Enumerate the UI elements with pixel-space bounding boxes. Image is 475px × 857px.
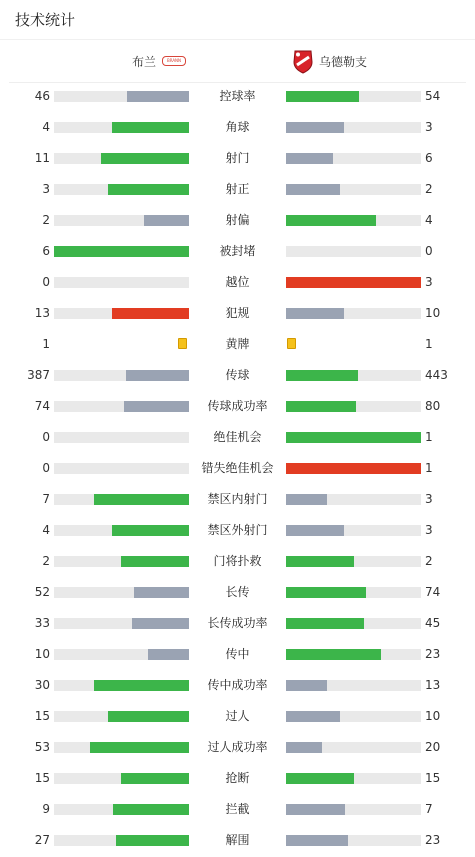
stat-label: 犯规 <box>225 306 250 320</box>
home-value: 53 <box>34 740 50 754</box>
home-value: 27 <box>34 833 50 847</box>
away-bar-track <box>286 680 421 691</box>
away-value: 74 <box>425 585 441 599</box>
stat-row <box>0 236 475 267</box>
home-bar-fill <box>108 184 189 195</box>
away-bar-track <box>286 122 421 133</box>
home-value: 52 <box>34 585 50 599</box>
away-bar-track <box>286 215 421 226</box>
teams-bar <box>9 40 466 83</box>
stat-row <box>0 453 475 484</box>
stat-label: 抢断 <box>225 771 250 785</box>
away-bar-fill <box>286 122 344 133</box>
stat-label: 禁区外射门 <box>207 523 268 537</box>
stat-label: 长传 <box>225 585 250 599</box>
home-bar-track <box>54 835 189 846</box>
away-value: 20 <box>425 740 441 754</box>
home-value: 74 <box>34 399 50 413</box>
home-bar-track <box>54 463 189 474</box>
home-bar-track <box>54 525 189 536</box>
stat-label: 解围 <box>225 833 250 847</box>
stat-row <box>0 267 475 298</box>
home-bar-track <box>54 184 189 195</box>
away-bar-track <box>286 742 421 753</box>
home-bar-fill <box>116 835 189 846</box>
home-bar-fill <box>54 246 189 257</box>
home-bar-fill <box>132 618 189 629</box>
away-bar-track <box>286 587 421 598</box>
home-bar-track <box>54 494 189 505</box>
stat-label: 过人 <box>225 709 250 723</box>
away-value: 2 <box>425 554 433 568</box>
stat-label: 传球 <box>225 368 250 382</box>
away-value: 443 <box>425 368 448 382</box>
home-bar-fill <box>121 773 189 784</box>
home-value: 0 <box>42 275 50 289</box>
stat-row <box>0 639 475 670</box>
away-value: 54 <box>425 89 441 103</box>
home-value: 10 <box>34 647 50 661</box>
stat-label: 控球率 <box>219 89 256 103</box>
stat-row <box>0 701 475 732</box>
away-value: 2 <box>425 182 433 196</box>
home-value: 13 <box>34 306 50 320</box>
home-value: 2 <box>42 554 50 568</box>
home-bar-fill <box>112 525 189 536</box>
stat-row <box>0 81 475 112</box>
away-bar-track <box>286 494 421 505</box>
away-bar-track <box>286 835 421 846</box>
away-bar-fill <box>286 215 376 226</box>
stat-label: 门将扑救 <box>213 554 262 568</box>
stat-label: 传球成功率 <box>207 399 268 413</box>
away-value: 1 <box>425 337 433 351</box>
home-bar-track <box>54 804 189 815</box>
away-bar-track <box>286 649 421 660</box>
away-value: 3 <box>425 275 433 289</box>
stat-row <box>0 546 475 577</box>
away-bar-fill <box>286 494 327 505</box>
home-bar-track <box>54 215 189 226</box>
away-team-logo-icon <box>291 48 315 74</box>
away-bar-fill <box>286 618 364 629</box>
stat-label: 错失绝佳机会 <box>201 461 274 475</box>
away-bar-fill <box>286 742 322 753</box>
home-bar-track <box>54 308 189 319</box>
stat-row <box>0 298 475 329</box>
away-value: 10 <box>425 709 441 723</box>
home-yellow-card-icon <box>178 338 187 349</box>
home-bar-track <box>54 587 189 598</box>
stats-list <box>0 81 475 856</box>
home-value: 46 <box>34 89 50 103</box>
away-bar-track <box>286 525 421 536</box>
stat-row <box>0 174 475 205</box>
home-bar-track <box>54 618 189 629</box>
away-value: 15 <box>425 771 441 785</box>
stat-label: 越位 <box>225 275 250 289</box>
stat-label: 绝佳机会 <box>213 430 262 444</box>
home-bar-fill <box>126 370 189 381</box>
stat-row <box>0 360 475 391</box>
home-bar-fill <box>101 153 189 164</box>
away-bar-track <box>286 153 421 164</box>
away-value: 4 <box>425 213 433 227</box>
away-bar-fill <box>286 91 359 102</box>
home-value: 6 <box>42 244 50 258</box>
home-value: 4 <box>42 523 50 537</box>
stat-row <box>0 112 475 143</box>
home-bar-fill <box>148 649 189 660</box>
stat-row <box>0 825 475 856</box>
away-value: 3 <box>425 120 433 134</box>
home-value: 30 <box>34 678 50 692</box>
home-bar-track <box>54 773 189 784</box>
away-bar-track <box>286 432 421 443</box>
home-value: 15 <box>34 709 50 723</box>
away-bar-fill <box>286 587 366 598</box>
home-bar-track <box>54 742 189 753</box>
stat-label: 射门 <box>225 151 250 165</box>
home-bar-track <box>54 122 189 133</box>
away-bar-track <box>286 184 421 195</box>
away-bar-track <box>286 556 421 567</box>
away-bar-fill <box>286 184 340 195</box>
stat-row <box>0 794 475 825</box>
stat-row <box>0 205 475 236</box>
stat-label: 长传成功率 <box>207 616 268 630</box>
home-value: 387 <box>27 368 50 382</box>
home-bar-fill <box>90 742 189 753</box>
away-yellow-card-icon <box>287 338 296 349</box>
stat-row <box>0 329 475 360</box>
stat-row <box>0 732 475 763</box>
away-value: 13 <box>425 678 441 692</box>
home-bar-track <box>54 246 189 257</box>
stats-header <box>0 0 475 40</box>
home-bar-track <box>54 277 189 288</box>
away-bar-track <box>286 370 421 381</box>
home-bar-fill <box>112 308 189 319</box>
home-bar-fill <box>112 122 189 133</box>
away-value: 10 <box>425 306 441 320</box>
home-bar-track <box>54 680 189 691</box>
home-bar-track <box>54 401 189 412</box>
stat-row <box>0 670 475 701</box>
away-bar-fill <box>286 711 340 722</box>
stat-row <box>0 763 475 794</box>
stat-label: 禁区内射门 <box>207 492 268 506</box>
away-team[interactable] <box>291 40 367 82</box>
stat-row <box>0 515 475 546</box>
away-bar-track <box>286 91 421 102</box>
away-bar-fill <box>286 804 345 815</box>
stat-label: 过人成功率 <box>207 740 268 754</box>
home-bar-fill <box>121 556 189 567</box>
home-value: 0 <box>42 430 50 444</box>
away-bar-fill <box>286 153 333 164</box>
away-bar-track <box>286 711 421 722</box>
home-bar-track <box>54 153 189 164</box>
away-bar-fill <box>286 835 348 846</box>
away-bar-track <box>286 246 421 257</box>
away-bar-fill <box>286 680 327 691</box>
away-value: 3 <box>425 492 433 506</box>
away-value: 7 <box>425 802 433 816</box>
away-value: 6 <box>425 151 433 165</box>
home-bar-track <box>54 556 189 567</box>
home-value: 1 <box>42 337 50 351</box>
stat-row <box>0 484 475 515</box>
stat-row <box>0 422 475 453</box>
away-bar-fill <box>286 773 354 784</box>
home-bar-fill <box>124 401 189 412</box>
away-value: 80 <box>425 399 441 413</box>
home-bar-track <box>54 432 189 443</box>
away-team-name: 乌德勒支 <box>319 54 368 69</box>
away-bar-fill <box>286 401 356 412</box>
stat-label: 被封堵 <box>219 244 256 258</box>
home-bar-fill <box>94 494 189 505</box>
away-bar-track <box>286 401 421 412</box>
away-bar-track <box>286 308 421 319</box>
away-bar-fill <box>286 308 344 319</box>
home-team-logo-text: BRANN <box>166 58 182 63</box>
stat-row <box>0 391 475 422</box>
home-bar-track <box>54 91 189 102</box>
away-bar-track <box>286 804 421 815</box>
stat-label: 黄牌 <box>225 337 250 351</box>
stat-row <box>0 608 475 639</box>
stat-label: 射偏 <box>225 213 250 227</box>
stat-label: 射正 <box>225 182 250 196</box>
home-team-logo-icon <box>162 56 186 66</box>
home-bar-fill <box>108 711 189 722</box>
home-value: 11 <box>34 151 50 165</box>
home-bar-track <box>54 649 189 660</box>
away-bar-fill <box>286 525 344 536</box>
home-value: 33 <box>34 616 50 630</box>
away-bar-track <box>286 618 421 629</box>
home-value: 2 <box>42 213 50 227</box>
home-team-name: 布兰 <box>131 54 156 69</box>
stat-row <box>0 577 475 608</box>
home-value: 0 <box>42 461 50 475</box>
away-bar-fill <box>286 463 421 474</box>
away-value: 3 <box>425 523 433 537</box>
away-value: 45 <box>425 616 441 630</box>
home-bar-track <box>54 370 189 381</box>
home-bar-fill <box>113 804 189 815</box>
home-value: 15 <box>34 771 50 785</box>
away-value: 23 <box>425 833 441 847</box>
home-bar-fill <box>144 215 189 226</box>
stat-row <box>0 143 475 174</box>
home-bar-fill <box>134 587 189 598</box>
away-value: 1 <box>425 430 433 444</box>
away-bar-fill <box>286 277 421 288</box>
page-title: 技术统计 <box>15 11 76 29</box>
away-value: 0 <box>425 244 433 258</box>
away-bar-fill <box>286 556 354 567</box>
home-bar-track <box>54 711 189 722</box>
away-bar-track <box>286 463 421 474</box>
away-bar-track <box>286 277 421 288</box>
stat-label: 角球 <box>225 120 250 134</box>
away-bar-fill <box>286 649 381 660</box>
away-bar-fill <box>286 432 421 443</box>
stat-label: 拦截 <box>225 802 250 816</box>
home-value: 9 <box>42 802 50 816</box>
away-bar-track <box>286 773 421 784</box>
away-bar-fill <box>286 370 358 381</box>
home-bar-fill <box>94 680 189 691</box>
stat-label: 传中成功率 <box>207 678 268 692</box>
home-value: 7 <box>42 492 50 506</box>
home-value: 3 <box>42 182 50 196</box>
stat-label: 传中 <box>225 647 250 661</box>
home-value: 4 <box>42 120 50 134</box>
away-value: 1 <box>425 461 433 475</box>
home-team[interactable] <box>132 40 186 82</box>
home-bar-fill <box>127 91 189 102</box>
away-value: 23 <box>425 647 441 661</box>
